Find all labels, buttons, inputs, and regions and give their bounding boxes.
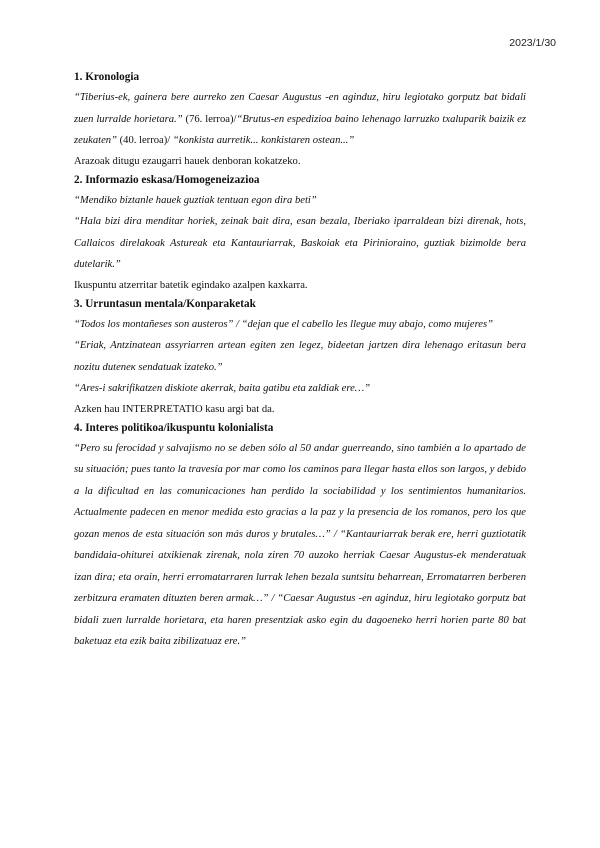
document-date: 2023/1/30 <box>509 37 556 49</box>
section-2-quote-2: “Hala bizi dira menditar horiek, zeinak bait dira, esan bezala, Iberiako iparraldean bizi direnak, hots, Callaicos direlakoak Astureak eta Kantauriarrak, Baskoiak eta Pirinioraino, guztiak bizimolde bera dutelarik.” <box>74 216 526 270</box>
section-3-quote-1: “Todos los montañeses son austeros” / “dejan que el cabello les llegue muy abajo, como mujeres” <box>74 318 494 330</box>
section-3-heading: 3. Urruntasun mentala/Konparaketak <box>74 297 256 310</box>
section-3-quote-2: “Eriak, Antzinatean assyriarren artean egiten zen legez, bideetan jartzen dira lehenago eritasun bera nozitu duteneк sendatuak izateko.” <box>74 340 526 373</box>
section-1-heading: 1. Kronologia <box>74 71 140 83</box>
section-3-quote-3: “Ares-i sakrifikatzen diskiote akerrak, baita gatibu eta zaldiak ere…” <box>74 383 371 394</box>
section-4-heading: 4. Interes politikoa/ikuspuntu kolonialista <box>74 421 274 434</box>
section-1-comment: Arazoak ditugu ezaugarri hauek denboran kokatzeko. <box>74 155 301 167</box>
section-1-quote-b: “Brutus-en espedizioa baino lehenago larruzko txaluparik baizik ez zeukaten” <box>74 113 526 146</box>
section-3-comment: Azken hau INTERPRETATIO kasu argi bat da. <box>74 403 275 415</box>
section-1-quote-c: “konkista aurretik... konkistaren ostean...” <box>170 135 355 146</box>
section-1-line-ref-1: (76. lerroa)/ <box>182 113 237 125</box>
section-1-line-ref-2: (40. lerroa)/ <box>116 135 171 146</box>
section-1-quote-a: “Tiberius-ek, gainera bere aurreko zen Caesar Augustus -en aginduz, hiru legiotako gorputz bat bidali zuen lurralde horietara.” <box>74 92 526 125</box>
section-1-quotes <box>74 87 526 152</box>
section-2-comment: Ikuspuntu atzerritar batetik egindako azalpen kaxkarra. <box>74 279 308 291</box>
section-2-heading: 2. Informazio eskasa/Homogeneizazioa <box>74 173 260 186</box>
document-content <box>74 70 526 653</box>
section-2-quote-1: “Mendiko biztanle hauek guztiak tentuan egon dira beti” <box>74 194 317 206</box>
section-4-quote-1: “Pero su ferocidad y salvajismo no se deben sólo al 50 andar guerreando, sino también a lo apartado de su situación; pues tanto la travesía por mar como los caminos para llegar hasta ellos son largos, y debido a la dificultad en las comunicaciones han perdido la sociabilidad y los sentimientos humanitarios. Actualmente padecen en menor medida esto gracias a la paz y la presencia de los romanos, pero los que gozan menos de esta situación son más duros y brutales…” / “Kantauriarrak berak ere, herri guztiotatik bandidaia-ohiturei atxikienak zirenak, nola ziren 70 auzoko herriak Caesar Augustus-ek menderatuak izan dira; eta orain, herri erromatarraren lurrak lehen bezala suntsitu beharrean, Erromatarren berberen zerbitzura eramaten dituzten beren armak…” / “Caesar Augustus -en aginduz, hiru legiotako gorputz bat bidali zuen lurralde horietara, eta haren presentziak asko egin du dagoeneko herri horien parte 80 bat baketuaz eta ezik baita zibilizatuaz ere.” <box>74 442 526 647</box>
